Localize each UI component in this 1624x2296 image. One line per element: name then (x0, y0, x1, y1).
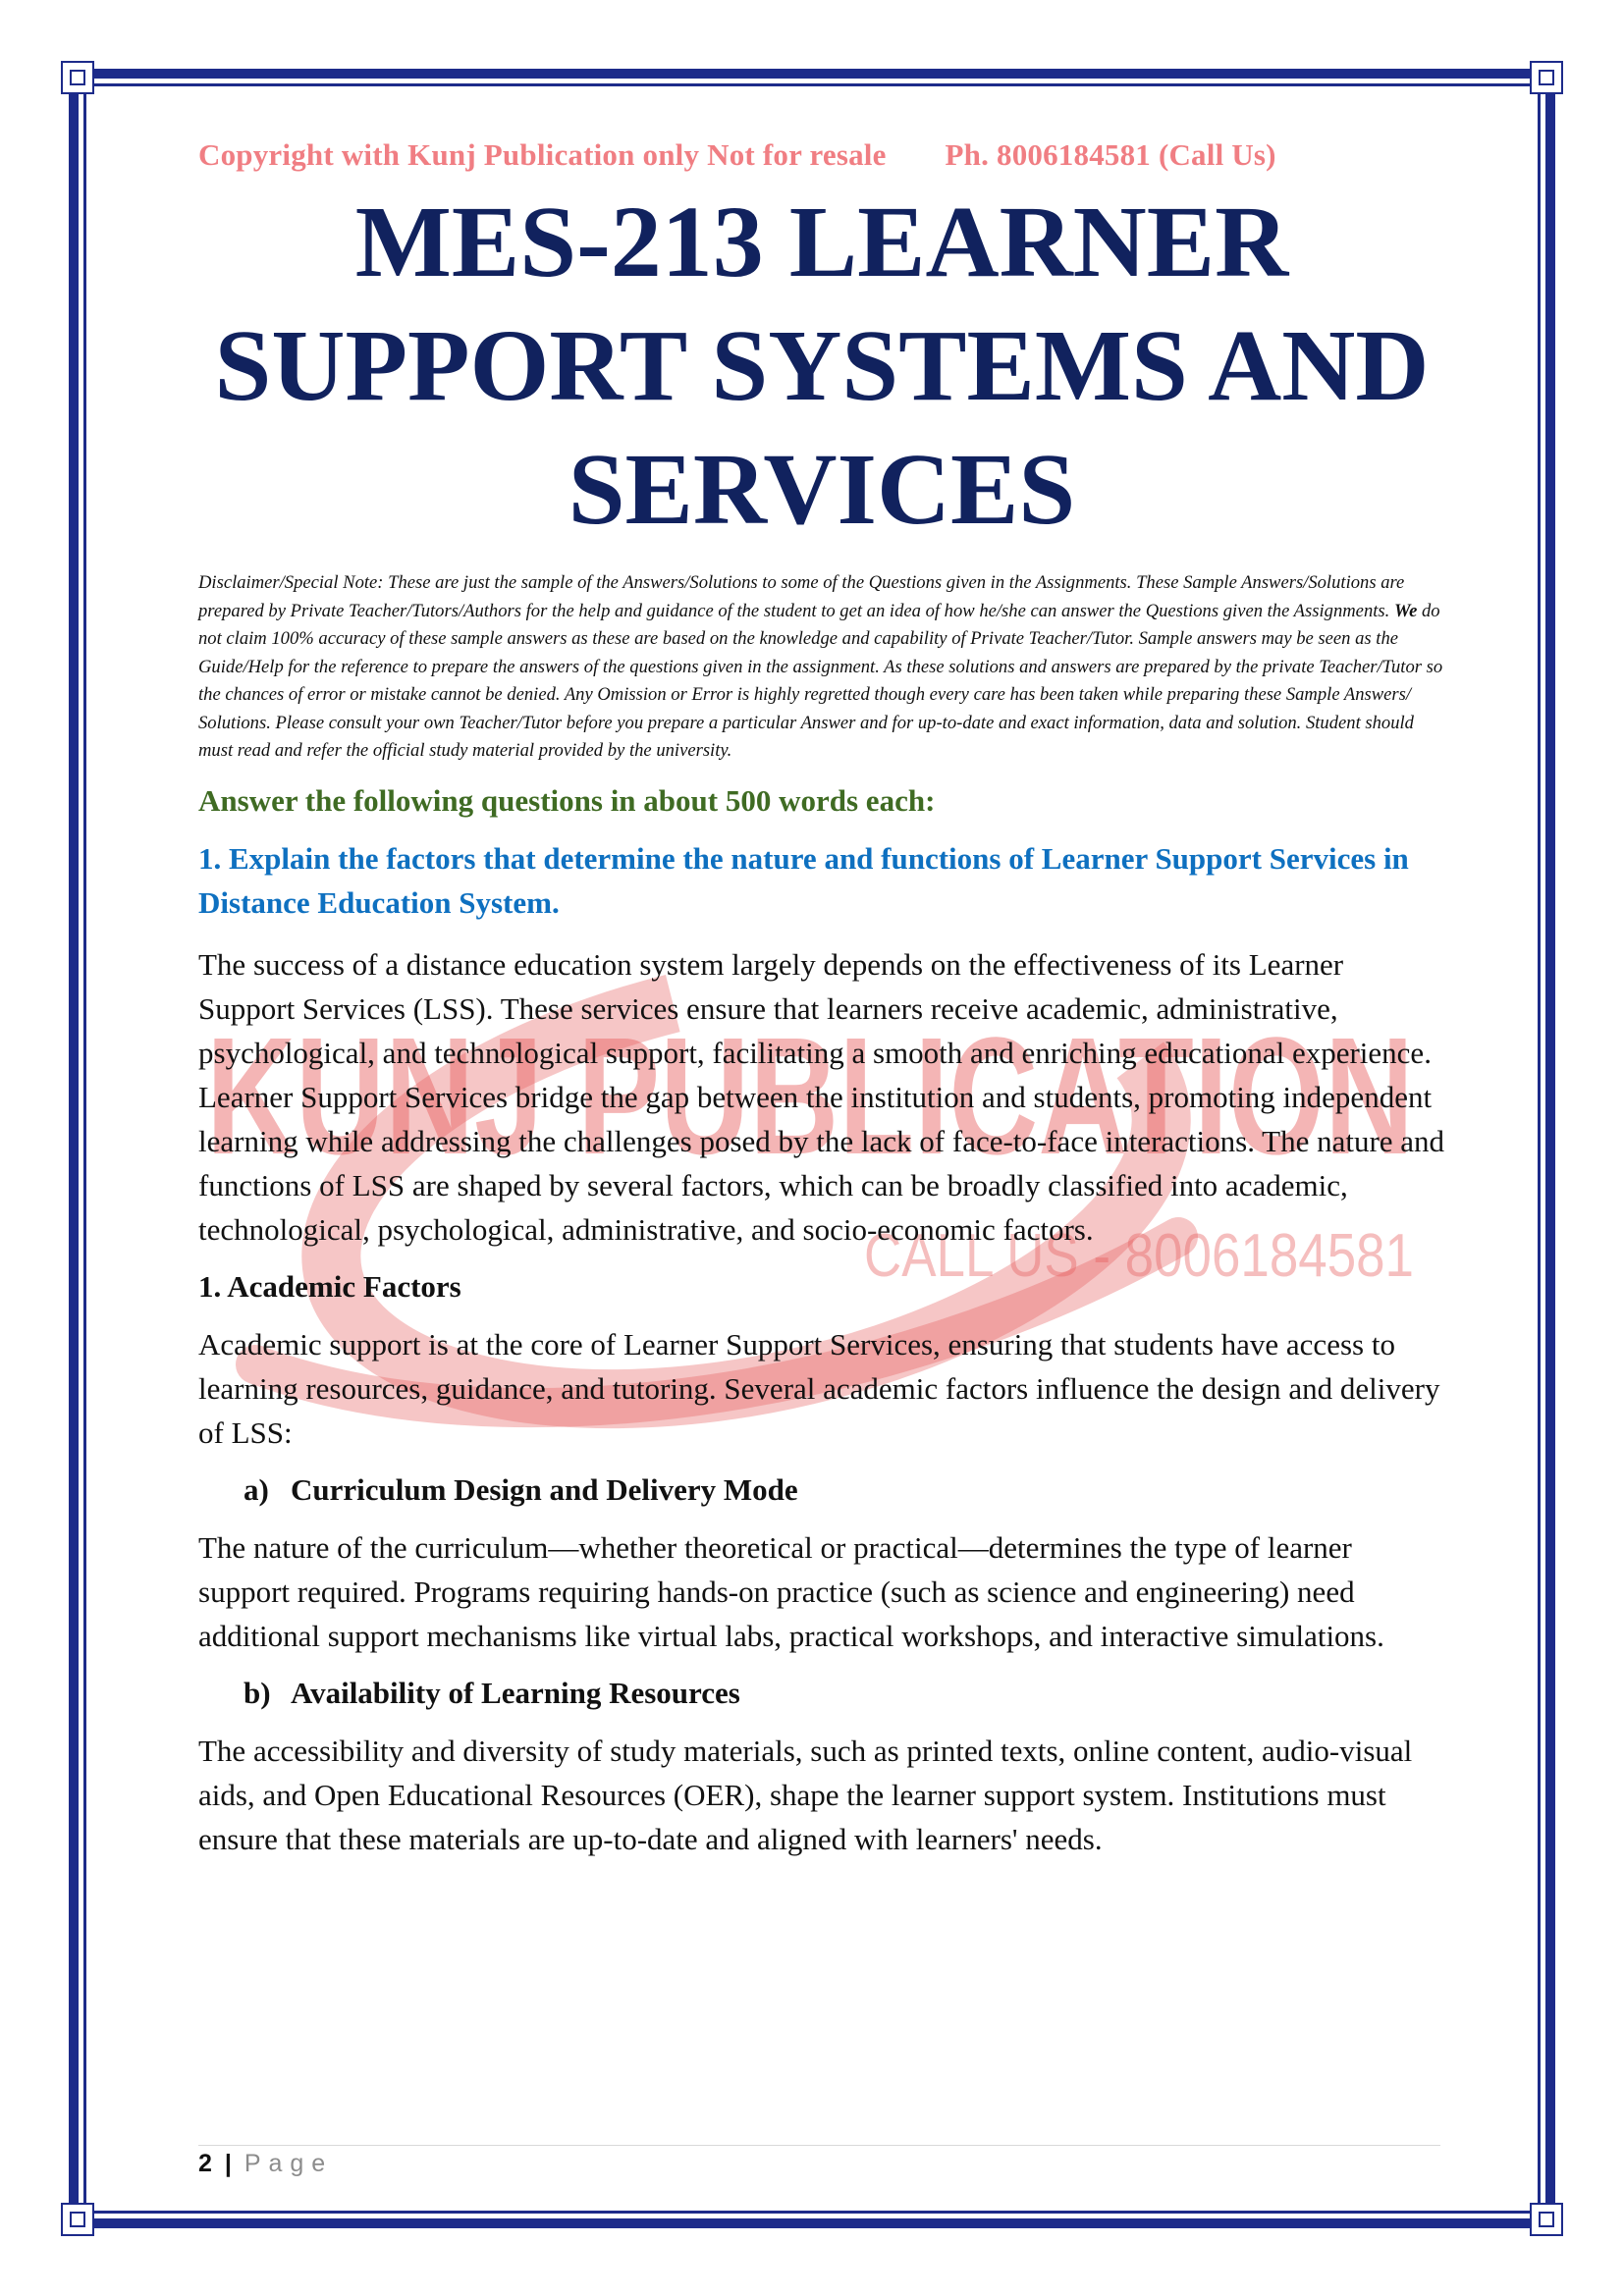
page-footer (198, 2150, 333, 2178)
disclaimer (198, 569, 1445, 766)
subheading-b (244, 1676, 1445, 1711)
academic-paragraph: Academic support is at the core of Learner Support Services, ensuring that students have access to learning resources, guidance, and tutoring. Several academic factors influence the design and delivery of LSS: (198, 1326, 1440, 1450)
resources-paragraph: The accessibility and diversity of study materials, such as printed texts, online content, audio-visual aids, and Open Educational Resources (OER), shape the learner support system. Institutions must ensure that these materials are up-to-date and aligned with learners' needs. (198, 1733, 1413, 1856)
subheading-b-marker: b) (244, 1675, 271, 1710)
border-corner-ornament (61, 61, 94, 94)
phone-number: Ph. 8006184581 (Call Us) (945, 137, 1276, 172)
subheading-a (244, 1472, 1445, 1508)
page-number: 2 (198, 2150, 212, 2177)
document-title: MES-213 LEARNER SUPPORT SYSTEMS AND SERVICES (214, 186, 1430, 546)
curriculum-paragraph: The nature of the curriculum—whether theoretical or practical—determines the type of learner support required. Programs requiring hands-on practice (such as science and engineering) need additional support mechanisms like virtual labs, practical workshops, and interactive simulations. (198, 1529, 1384, 1653)
footer-separator: | (224, 2150, 232, 2177)
subheading-a-label: Curriculum Design and Delivery Mode (291, 1471, 798, 1507)
subheading-a-marker: a) (244, 1471, 269, 1507)
watermark-call-text: CALL US - 8006184581 (864, 1222, 1414, 1290)
border-corner-ornament (1530, 61, 1563, 94)
section-heading: Answer the following questions in about 500 words each: (198, 782, 936, 818)
page-content (198, 137, 1445, 1879)
intro-paragraph: The success of a distance education system largely depends on the effectiveness of its Learner Support Services (LSS). These services ensure that learners receive academic, administrative, psychological, and technological support, facilitating a smooth and enriching educational experience. Learner Support Services bridge the gap between the institution and students, promoting independent learning while addressing the challenges posed by the lack of face-to-face interactions. The nature and functions of LSS are shaped by several factors, which can be broadly classified into academic, technological, psychological, administrative, and socio-economic factors. (198, 946, 1445, 1247)
disclaimer-we: We (1393, 600, 1418, 621)
watermark-brand-text: KUNJ PUBLICATION (206, 1003, 1414, 1190)
subheading-b-label: Availability of Learning Resources (291, 1675, 740, 1710)
copyright-notice: Copyright with Kunj Publication only Not for resale (198, 137, 887, 172)
footer-divider (198, 2145, 1440, 2146)
header-line (198, 137, 1445, 173)
disclaimer-text-start: Disclaimer/Special Note: These are just the sample of the Answers/Solutions to some of the Questions given in the Assignments. These Sample Answers/Solutions are prepared by Private Teacher/Tutors/Authors for the help and guidance of the student to get an idea of how he/she can answer the Questions given the Assignments. (198, 572, 1405, 621)
border-corner-ornament (61, 2203, 94, 2236)
question-1: 1. Explain the factors that determine the nature and functions of Learner Support Services in Distance Education System. (198, 840, 1409, 920)
academic-factors-heading: 1. Academic Factors (198, 1268, 461, 1304)
disclaimer-text-end: do not claim 100% accuracy of these sample answers as these are based on the knowledge and capability of Private Teacher/Tutor. Sample answers may be seen as the Guide/Help for the reference to prepare the answers of the questions given in the assignment. As these solutions and answers are prepared by the private Teacher/Tutor so the chances of error or mistake cannot be denied. Any Omission or Error is highly regretted though every care has been taken while preparing these Sample Answers/ Solutions. Please consult your own Teacher/Tutor before you prepare a particular Answer and for up-to-date and exact information, data and solution. Student should must read and refer the official study material provided by the university. (198, 600, 1443, 761)
border-corner-ornament (1530, 2203, 1563, 2236)
page-label: Page (244, 2150, 334, 2177)
